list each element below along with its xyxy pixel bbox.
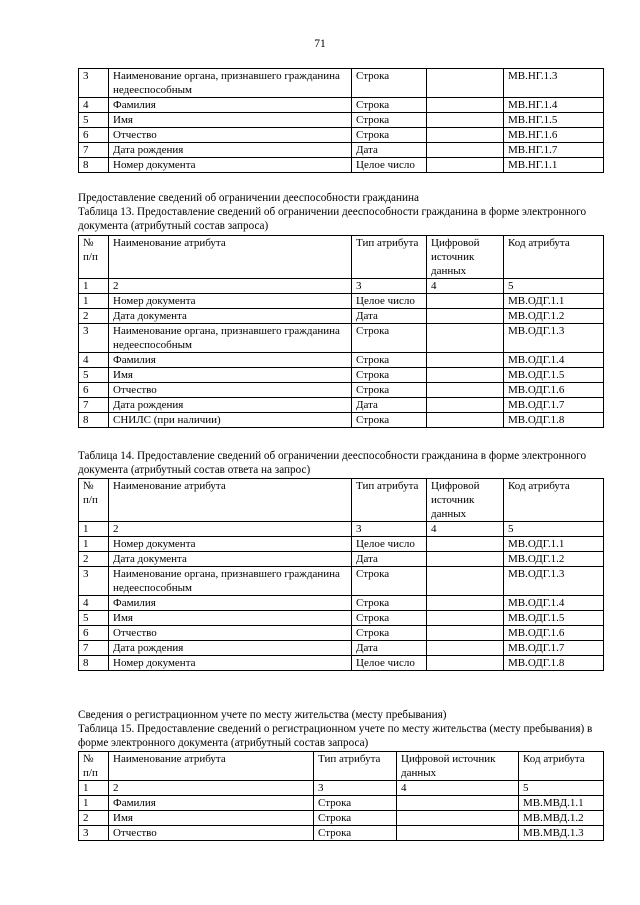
table-cell: Номер документа: [109, 294, 352, 309]
header-cell: Тип атрибута: [352, 236, 427, 279]
table-cell: 3: [79, 69, 109, 98]
header-cell: Тип атрибута: [314, 752, 397, 781]
table-cell: МВ.ОДГ.1.3: [504, 567, 604, 596]
table-cell: Строка: [352, 368, 427, 383]
table-14-row: [79, 626, 604, 641]
table-cell: [427, 324, 504, 353]
table-cell: Дата рождения: [109, 641, 352, 656]
table-cell: МВ.ОДГ.1.5: [504, 611, 604, 626]
table-cell: Строка: [352, 324, 427, 353]
numbering-cell: 1: [79, 781, 109, 796]
table-15-row: [79, 811, 604, 826]
numbering-cell: 2: [109, 279, 352, 294]
table-cell: Строка: [352, 128, 427, 143]
table-cell: МВ.ОДГ.1.7: [504, 398, 604, 413]
header-cell: Наименование атрибута: [109, 752, 314, 781]
table-cell: 4: [79, 353, 109, 368]
table-cell: Имя: [109, 811, 314, 826]
table-cell: [427, 294, 504, 309]
table-cell: Строка: [314, 796, 397, 811]
numbering-cell: 2: [109, 522, 352, 537]
table-13-row: [79, 398, 604, 413]
table-13-row: [79, 324, 604, 353]
table-12-row: [79, 98, 604, 113]
table-cell: Дата: [352, 309, 427, 324]
table-cell: Номер документа: [109, 656, 352, 671]
table-cell: Номер документа: [109, 537, 352, 552]
table-cell: Дата рождения: [109, 398, 352, 413]
table-cell: [427, 353, 504, 368]
table-cell: [427, 626, 504, 641]
table-cell: Целое число: [352, 294, 427, 309]
table-cell: [427, 413, 504, 428]
table-13: [78, 235, 603, 428]
table-cell: 6: [79, 383, 109, 398]
table-12-row: [79, 113, 604, 128]
table-cell: 8: [79, 158, 109, 173]
table-cell: МВ.НГ.1.6: [504, 128, 604, 143]
table-cell: МВ.НГ.1.4: [504, 98, 604, 113]
table-cell: МВ.ОДГ.1.4: [504, 353, 604, 368]
table-cell: [427, 537, 504, 552]
numbering-cell: 5: [504, 522, 604, 537]
header-cell: № п/п: [79, 479, 109, 522]
table-cell: 3: [79, 567, 109, 596]
table-cell: Строка: [352, 596, 427, 611]
table-13-header-row: [79, 236, 604, 279]
table-cell: Номер документа: [109, 158, 352, 173]
table-cell: 2: [79, 811, 109, 826]
table-cell: [397, 796, 519, 811]
table-cell: 3: [79, 324, 109, 353]
table-cell: Отчество: [109, 128, 352, 143]
header-cell: № п/п: [79, 236, 109, 279]
table-cell: [427, 656, 504, 671]
table-cell: МВ.МВД.1.1: [519, 796, 604, 811]
table-cell: [427, 368, 504, 383]
table-15-header-row: [79, 752, 604, 781]
numbering-cell: 5: [504, 279, 604, 294]
table-cell: 8: [79, 656, 109, 671]
table-cell: Имя: [109, 611, 352, 626]
numbering-cell: 1: [79, 522, 109, 537]
table-13-numbering-row: [79, 279, 604, 294]
table-cell: [427, 383, 504, 398]
table-cell: Дата рождения: [109, 143, 352, 158]
table-cell: [427, 611, 504, 626]
table-cell: [427, 567, 504, 596]
table-14-row: [79, 596, 604, 611]
page-number: 71: [314, 38, 326, 50]
table-15-caption: Таблица 15. Предоставление сведений о регистрационном учете по месту жительства (месту пребывания) в форме электронного документа (атрибутный состав запроса): [78, 723, 593, 749]
table-cell: 2: [79, 309, 109, 324]
table-cell: [397, 826, 519, 841]
table-cell: Целое число: [352, 537, 427, 552]
table-cell: 6: [79, 128, 109, 143]
table-cell: 5: [79, 368, 109, 383]
table-cell: Строка: [352, 567, 427, 596]
numbering-cell: 2: [109, 781, 314, 796]
table-cell: [427, 398, 504, 413]
table-cell: Дата документа: [109, 552, 352, 567]
table-14-numbering-row: [79, 522, 604, 537]
table-13-row: [79, 368, 604, 383]
table-15-numbering-row: [79, 781, 604, 796]
table-14-row: [79, 656, 604, 671]
table-cell: МВ.НГ.1.3: [504, 69, 604, 98]
table-cell: [397, 811, 519, 826]
table-cell: МВ.ОДГ.1.8: [504, 413, 604, 428]
table-cell: СНИЛС (при наличии): [109, 413, 352, 428]
table-cell: Строка: [352, 413, 427, 428]
table-cell: Дата: [352, 398, 427, 413]
header-cell: Тип атрибута: [352, 479, 427, 522]
table-cell: МВ.МВД.1.3: [519, 826, 604, 841]
numbering-cell: 1: [79, 279, 109, 294]
table-cell: Строка: [352, 383, 427, 398]
table-13-row: [79, 413, 604, 428]
table-cell: Имя: [109, 368, 352, 383]
table-cell: 7: [79, 641, 109, 656]
table-15-row: [79, 796, 604, 811]
header-cell: Цифровой источник данных: [427, 479, 504, 522]
header-cell: Наименование атрибута: [109, 479, 352, 522]
table-cell: МВ.ОДГ.1.2: [504, 552, 604, 567]
table-14-row: [79, 537, 604, 552]
table-14-row: [79, 567, 604, 596]
table-cell: 2: [79, 552, 109, 567]
table-cell: МВ.НГ.1.1: [504, 158, 604, 173]
table-cell: МВ.ОДГ.1.6: [504, 626, 604, 641]
table-cell: 4: [79, 98, 109, 113]
table-cell: МВ.ОДГ.1.2: [504, 309, 604, 324]
table-cell: Строка: [352, 98, 427, 113]
table-cell: Отчество: [109, 626, 352, 641]
table-13-row: [79, 353, 604, 368]
table-12-row: [79, 158, 604, 173]
table-cell: [427, 596, 504, 611]
table-cell: МВ.НГ.1.5: [504, 113, 604, 128]
table-cell: 5: [79, 113, 109, 128]
table-cell: МВ.ОДГ.1.1: [504, 537, 604, 552]
table-13-row: [79, 383, 604, 398]
table-14: [78, 478, 603, 671]
table-cell: Дата документа: [109, 309, 352, 324]
numbering-cell: 3: [352, 522, 427, 537]
section-title-odg: Предоставление сведений об ограничении дееспособности гражданина: [78, 192, 419, 204]
table-cell: Строка: [352, 611, 427, 626]
header-cell: № п/п: [79, 752, 109, 781]
table-cell: 7: [79, 143, 109, 158]
table-cell: Фамилия: [109, 98, 352, 113]
table-13-caption: Таблица 13. Предоставление сведений об ограничении дееспособности гражданина в форме электронного документа (атрибутный состав запроса): [78, 206, 587, 232]
table-13-row: [79, 309, 604, 324]
table-cell: 1: [79, 294, 109, 309]
table-cell: Фамилия: [109, 796, 314, 811]
table-cell: Целое число: [352, 656, 427, 671]
table-cell: [427, 128, 504, 143]
header-cell: Цифровой источник данных: [397, 752, 519, 781]
table-cell: 5: [79, 611, 109, 626]
table-cell: [427, 98, 504, 113]
table-cell: 3: [79, 826, 109, 841]
table-cell: Фамилия: [109, 353, 352, 368]
header-cell: Цифровой источник данных: [427, 236, 504, 279]
table-cell: 8: [79, 413, 109, 428]
table-14-row: [79, 552, 604, 567]
header-cell: Наименование атрибута: [109, 236, 352, 279]
table-cell: МВ.ОДГ.1.4: [504, 596, 604, 611]
table-cell: Отчество: [109, 383, 352, 398]
numbering-cell: 4: [397, 781, 519, 796]
table-cell: [427, 309, 504, 324]
numbering-cell: 5: [519, 781, 604, 796]
table-cell: 6: [79, 626, 109, 641]
table-cell: Отчество: [109, 826, 314, 841]
table-cell: Дата: [352, 641, 427, 656]
table-14-row: [79, 611, 604, 626]
table-cell: 1: [79, 537, 109, 552]
table-cell: Наименование органа, признавшего гражданина недееспособным: [109, 567, 352, 596]
header-cell: Код атрибута: [519, 752, 604, 781]
table-cell: МВ.ОДГ.1.3: [504, 324, 604, 353]
table-12-tail: [78, 68, 603, 173]
table-cell: Строка: [314, 811, 397, 826]
table-14-header-row: [79, 479, 604, 522]
table-cell: Дата: [352, 552, 427, 567]
table-cell: Имя: [109, 113, 352, 128]
table-15: [78, 751, 603, 841]
table-12-row: [79, 143, 604, 158]
table-cell: Строка: [352, 626, 427, 641]
table-12-row: [79, 69, 604, 98]
table-15-row: [79, 826, 604, 841]
numbering-cell: 3: [352, 279, 427, 294]
table-cell: Строка: [352, 113, 427, 128]
table-cell: [427, 113, 504, 128]
table-cell: Наименование органа, признавшего гражданина недееспособным: [109, 69, 352, 98]
table-cell: Строка: [352, 353, 427, 368]
table-cell: МВ.ОДГ.1.6: [504, 383, 604, 398]
table-cell: 4: [79, 596, 109, 611]
table-cell: [427, 69, 504, 98]
table-cell: МВ.ОДГ.1.7: [504, 641, 604, 656]
table-cell: 7: [79, 398, 109, 413]
table-12-row: [79, 128, 604, 143]
numbering-cell: 3: [314, 781, 397, 796]
table-13-row: [79, 294, 604, 309]
table-cell: [427, 552, 504, 567]
table-14-row: [79, 641, 604, 656]
table-cell: Целое число: [352, 158, 427, 173]
table-cell: [427, 143, 504, 158]
table-cell: [427, 158, 504, 173]
table-cell: Фамилия: [109, 596, 352, 611]
numbering-cell: 4: [427, 522, 504, 537]
section-title-mvd: Сведения о регистрационном учете по месту жительства (месту пребывания): [78, 709, 447, 721]
table-cell: Дата: [352, 143, 427, 158]
table-cell: МВ.ОДГ.1.8: [504, 656, 604, 671]
header-cell: Код атрибута: [504, 479, 604, 522]
table-14-caption: Таблица 14. Предоставление сведений об ограничении дееспособности гражданина в форме электронного документа (атрибутный состав ответа на запрос): [78, 450, 587, 476]
table-cell: 1: [79, 796, 109, 811]
table-cell: [427, 641, 504, 656]
table-cell: МВ.НГ.1.7: [504, 143, 604, 158]
table-cell: МВ.ОДГ.1.1: [504, 294, 604, 309]
numbering-cell: 4: [427, 279, 504, 294]
table-cell: Строка: [352, 69, 427, 98]
table-cell: Строка: [314, 826, 397, 841]
table-cell: Наименование органа, признавшего гражданина недееспособным: [109, 324, 352, 353]
table-cell: МВ.МВД.1.2: [519, 811, 604, 826]
table-cell: МВ.ОДГ.1.5: [504, 368, 604, 383]
header-cell: Код атрибута: [504, 236, 604, 279]
